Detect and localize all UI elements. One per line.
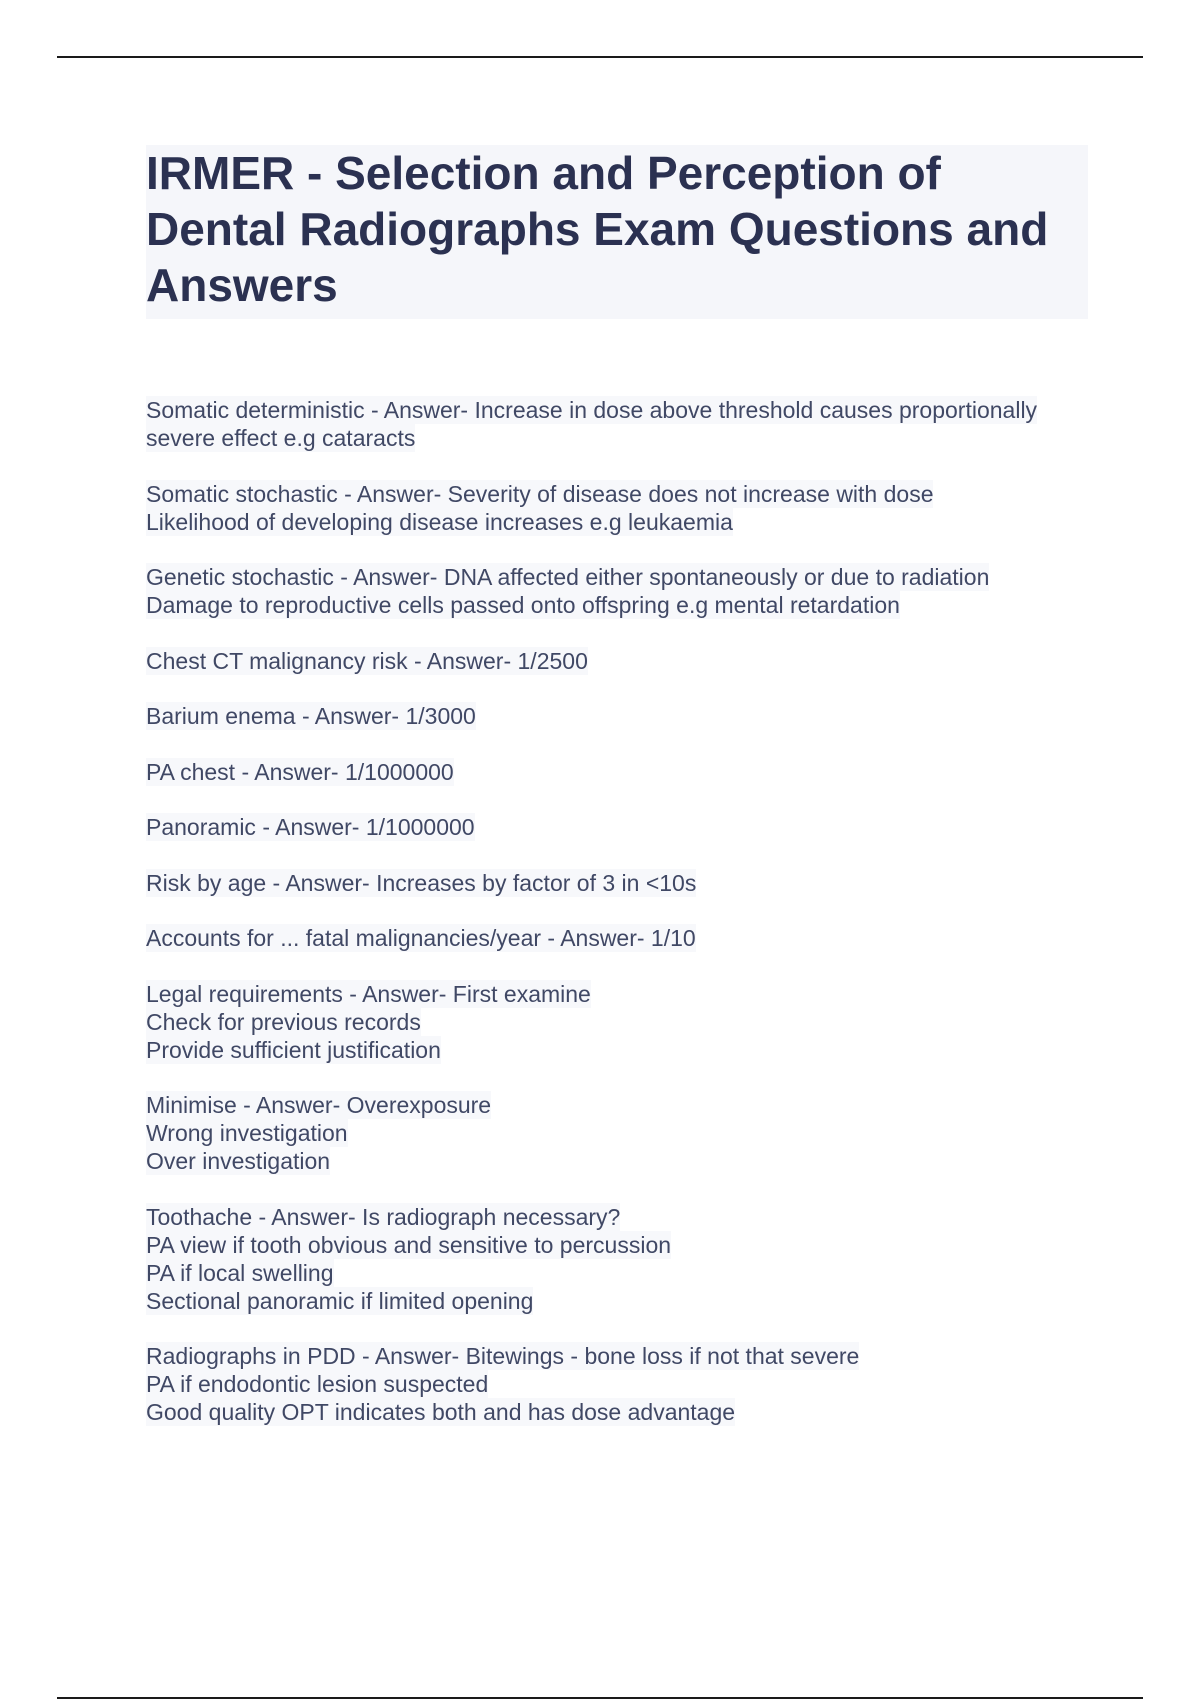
qa-answer-line: Provide sufficient justification [146,1036,441,1063]
qa-answer-line: Likelihood of developing disease increases e.g leukaemia [146,508,733,535]
qa-answer-line: Damage to reproductive cells passed onto offspring e.g mental retardation [146,592,900,618]
qa-item [146,1091,1106,1175]
qa-answer-line: PA view if tooth obvious and sensitive to percussion [146,1231,672,1258]
page-title: IRMER - Selection and Perception of Dental Radiographs Exam Questions and Answers [146,147,1049,311]
qa-answer-line: Good quality OPT indicates both and has dose advantage [146,1399,736,1425]
title-block [146,145,1088,319]
qa-item [146,758,1106,786]
qa-item [146,396,1106,452]
qa-item [146,869,1106,897]
qa-answer-line: Sectional panoramic if limited opening [146,1287,534,1314]
qa-answer-line: PA if local swelling [146,1259,334,1286]
qa-item [146,1342,1106,1426]
qa-answer-line: severe effect e.g cataracts [146,425,416,451]
qa-question-line: Radiographs in PDD - Answer- Bitewings - bone loss if not that severe [146,1343,860,1369]
qa-question-line: Somatic deterministic - Answer- Increase in dose above threshold causes proportionally [146,397,1038,423]
qa-list [146,396,1106,1454]
qa-question-line: Legal requirements - Answer- First examine [146,980,591,1007]
qa-question-line: Panoramic - Answer- 1/1000000 [146,814,475,840]
footer-rule [57,1697,1143,1699]
qa-question-line: PA chest - Answer- 1/1000000 [146,758,454,785]
qa-answer-line: Over investigation [146,1148,331,1174]
qa-answer-line: Wrong investigation [146,1120,348,1146]
qa-item [146,563,1106,619]
qa-item [146,813,1106,841]
qa-answer-line: Check for previous records [146,1008,421,1035]
qa-question-line: Toothache - Answer- Is radiograph necessary? [146,1203,621,1230]
qa-question-line: Somatic stochastic - Answer- Severity of disease does not increase with dose [146,480,934,507]
qa-item [146,647,1106,675]
qa-item [146,1203,1106,1315]
qa-question-line: Risk by age - Answer- Increases by factor of 3 in <10s [146,869,697,896]
qa-question-line: Minimise - Answer- Overexposure [146,1092,492,1118]
qa-question-line: Barium enema - Answer- 1/3000 [146,703,476,729]
qa-question-line: Accounts for ... fatal malignancies/year - Answer- 1/10 [146,925,696,951]
qa-question-line: Genetic stochastic - Answer- DNA affected either spontaneously or due to radiation [146,564,990,590]
header-rule [57,56,1143,58]
qa-item [146,702,1106,730]
qa-question-line: Chest CT malignancy risk - Answer- 1/2500 [146,647,588,674]
qa-item [146,924,1106,952]
qa-answer-line: PA if endodontic lesion suspected [146,1371,489,1397]
qa-item [146,980,1106,1064]
qa-item [146,480,1106,536]
